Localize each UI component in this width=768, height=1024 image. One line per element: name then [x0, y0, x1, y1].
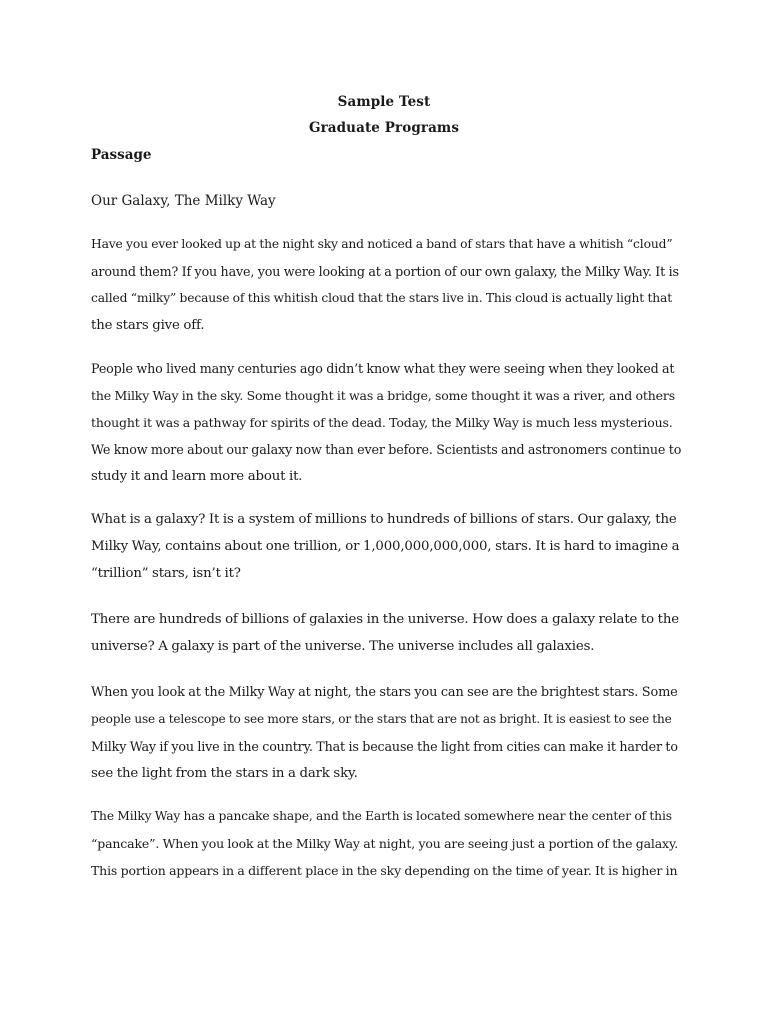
paragraph-line: the stars give off.	[91, 318, 205, 333]
paragraph-1	[91, 231, 679, 339]
paragraph-line: “pancake”. When you look at the Milky Way at night, you are seeing just a portion of the galaxy.	[91, 836, 679, 851]
paragraph-line: called “milky” because of this whitish cloud that the stars live in. This cloud is actually light that	[91, 291, 672, 305]
paragraph-line: “trillion” stars, isn’t it?	[91, 566, 241, 581]
paragraph-line: Milky Way, contains about one trillion, or 1,000,000,000,000, stars. It is hard to imagine a	[91, 539, 680, 554]
document-subtitle: Graduate Programs	[308, 120, 460, 136]
paragraph-line: thought it was a pathway for spirits of the dead. Today, the Milky Way is much less mysterious.	[91, 415, 673, 430]
paragraph-line: What is a galaxy? It is a system of millions to hundreds of billions of stars. Our galaxy, the	[91, 512, 677, 527]
paragraph-line: universe? A galaxy is part of the universe. The universe includes all galaxies.	[91, 639, 595, 654]
section-label: Passage	[91, 147, 152, 163]
paragraph-line: see the light from the stars in a dark sky.	[91, 766, 358, 781]
paragraph-line: The Milky Way has a pancake shape, and the Earth is located somewhere near the center of this	[91, 809, 672, 823]
paragraph-line: This portion appears in a different place in the sky depending on the time of year. It is higher in	[91, 863, 678, 878]
paragraph-3	[91, 506, 680, 587]
paragraph-line: Have you ever looked up at the night sky and noticed a band of stars that have a whitish “cloud”	[91, 237, 673, 251]
paragraph-line: Milky Way if you live in the country. That is because the light from cities can make it harder to	[91, 739, 678, 754]
paragraph-4	[91, 606, 679, 660]
paragraph-line: around them? If you have, you were looking at a portion of our own galaxy, the Milky Way. It is	[91, 264, 679, 279]
article-title: Our Galaxy, The Milky Way	[91, 193, 276, 209]
paragraph-line: There are hundreds of billions of galaxies in the universe. How does a galaxy relate to the	[91, 612, 679, 627]
document-title: Sample Test	[337, 94, 431, 110]
paragraph-line: people use a telescope to see more stars, or the stars that are not as bright. It is easiest to see the	[91, 712, 672, 726]
paragraph-5	[91, 679, 678, 787]
paragraph-line: the Milky Way in the sky. Some thought it was a bridge, some thought it was a river, and others	[91, 388, 676, 403]
paragraph-6	[91, 803, 679, 884]
paragraph-line: study it and learn more about it.	[91, 469, 303, 484]
paragraph-line: People who lived many centuries ago didn’t know what they were seeing when they looked at	[91, 361, 675, 376]
paragraph-line: When you look at the Milky Way at night, the stars you can see are the brightest stars. Some	[91, 685, 678, 700]
paragraph-2	[91, 355, 682, 490]
paragraph-line: We know more about our galaxy now than ever before. Scientists and astronomers continue to	[91, 442, 682, 457]
